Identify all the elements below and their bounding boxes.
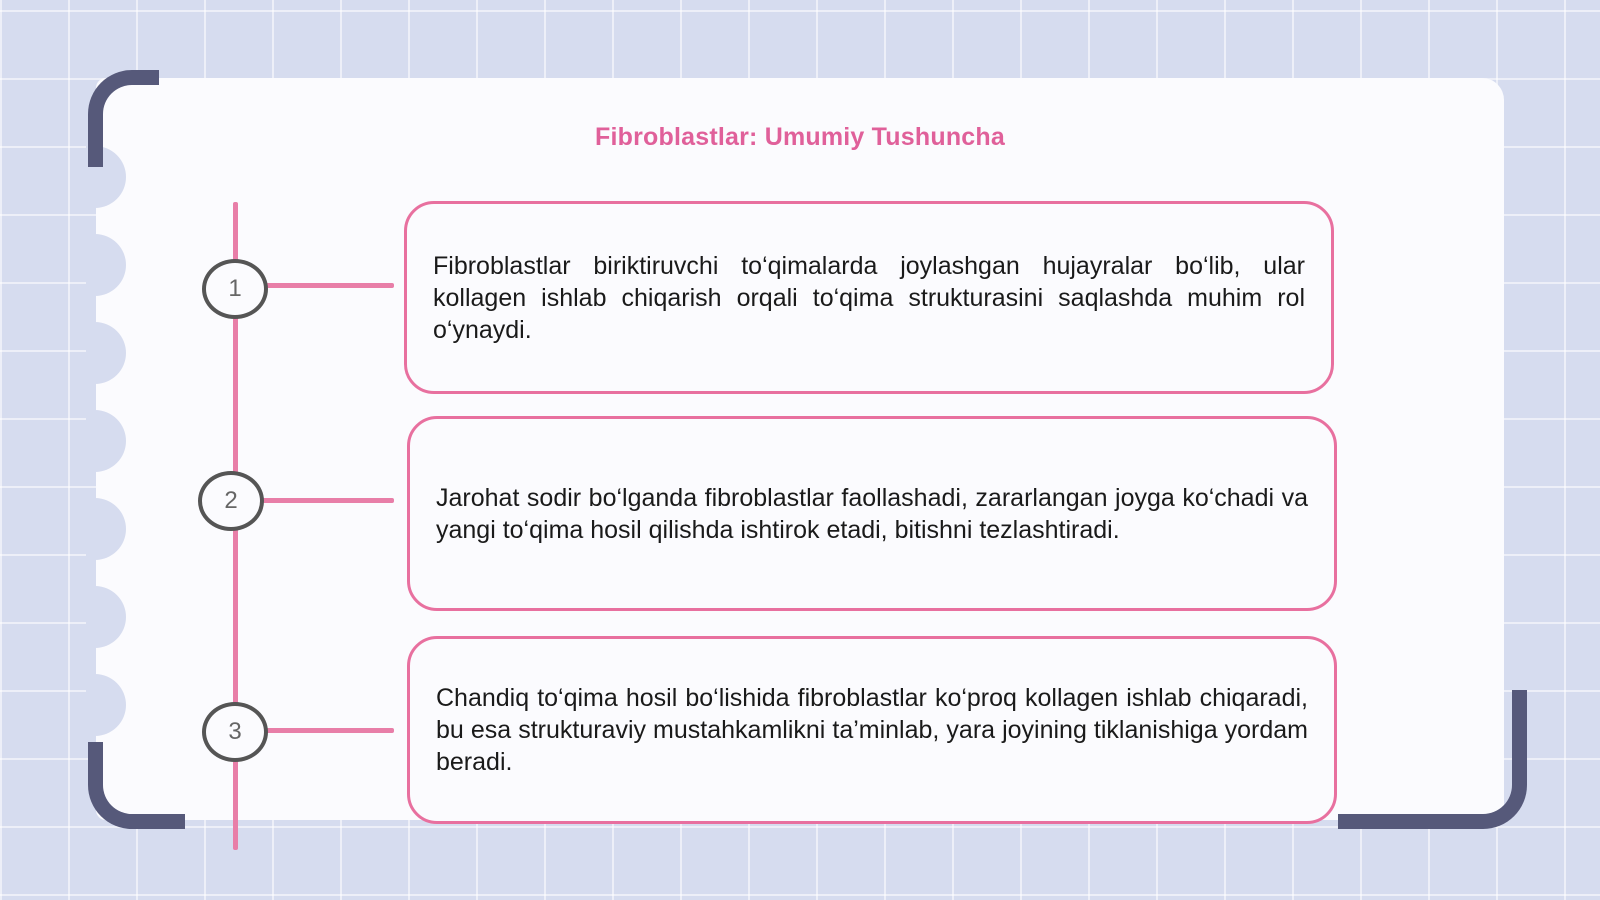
step-card (407, 416, 1337, 611)
corner-bracket-bottom-right (1338, 690, 1527, 829)
corner-bracket-top-left (88, 70, 159, 167)
step-text: Chandiq to‘qima hosil bo‘lishida fibroblastlar ko‘proq kollagen ishlab chiqaradi, bu esa strukturaviy mustahkamlikni ta’minlab, yara joyining tiklanishiga yordam beradi. (436, 684, 1308, 776)
step-number-badge: 2 (198, 471, 264, 531)
step-card (407, 636, 1337, 824)
step-text: Jarohat sodir bo‘lganda fibroblastlar faollashadi, zararlangan joyga ko‘chadi va yangi to‘qima hosil qilishda ishtirok etadi, bitishni tezlashtiradi. (436, 483, 1308, 544)
step-number-badge: 1 (202, 259, 268, 319)
timeline-connector (262, 498, 394, 503)
corner-bracket-bottom-left (88, 742, 185, 829)
step-text: Fibroblastlar biriktiruvchi to‘qimalarda joylashgan hujayralar bo‘lib, ular kollagen ishlab chiqarish orqali to‘qima strukturasini saqlashda muhim rol o‘ynaydi. (433, 251, 1305, 344)
step-number-badge: 3 (202, 702, 268, 762)
timeline-connector (266, 728, 394, 733)
slide-title: Fibroblastlar: Umumiy Tushuncha (595, 123, 1005, 151)
step-card (404, 201, 1334, 394)
timeline-connector (266, 283, 394, 288)
